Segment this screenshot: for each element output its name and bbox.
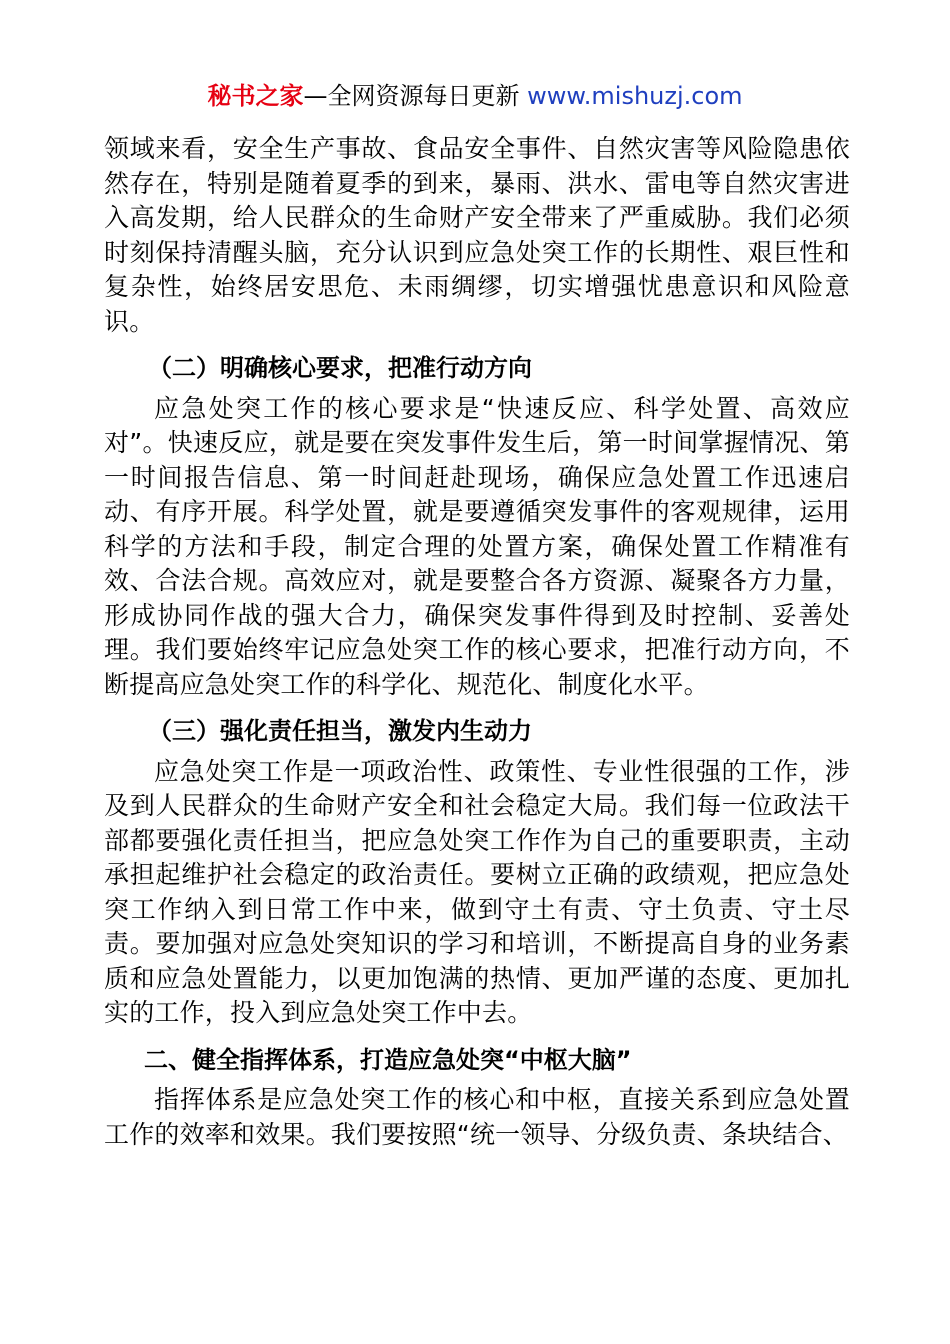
site-url-link[interactable]: www.mishuzj.com [527, 82, 743, 110]
header-tagline: —全网资源每日更新 [303, 82, 528, 110]
paragraph-command-system: 指挥体系是应急处突工作的核心和中枢，直接关系到应急处置工作的效率和效果。我们要按照“统一领导、分级负责、条块结合、 [104, 1085, 850, 1149]
site-header [0, 80, 950, 112]
paragraph-responsibility: 应急处突工作是一项政治性、政策性、专业性很强的工作，涉及到人民群众的生命财产安全和社会稳定大局。我们每一位政法干部都要强化责任担当，把应急处突工作作为自己的重要职责，主动承担起维护社会稳定的政治责任。要树立正确的政绩观，把应急处突工作纳入到日常工作中来，做到守土有责、守土负责、守土尽责。要加强对应急处突知识的学习和培训，不断提高自身的业务素质和应急处置能力，以更加饱满的热情、更加严谨的态度、更加扎实的工作，投入到应急处突工作中去。 [104, 756, 850, 1027]
brand-name: 秘书之家 [207, 82, 304, 110]
document-body [104, 132, 850, 1152]
section-heading-2: （二）明确核心要求，把准行动方向 [148, 354, 532, 382]
paragraph-core-requirements: 应急处突工作的核心要求是“快速反应、科学处置、高效应对”。快速反应，就是要在突发事件发生后，第一时间掌握情况、第一时间报告信息、第一时间赶赴现场，确保应急处置工作迅速启动、有序开展。科学处置，就是要遵循突发事件的客观规律，运用科学的方法和手段，制定合理的处置方案，确保处置工作精准有效、合法合规。高效应对，就是要整合各方资源、凝聚各方力量，形成协同作战的强大合力，确保突发事件得到及时控制、妥善处理。我们要始终牢记应急处突工作的核心要求，把准行动方向，不断提高应急处突工作的科学化、规范化、制度化水平。 [104, 393, 850, 699]
section-heading-3: （三）强化责任担当，激发内生动力 [148, 717, 532, 745]
chapter-heading-2: 二、健全指挥体系，打造应急处突“中枢大脑” [144, 1045, 632, 1074]
paragraph-continuation: 领域来看，安全生产事故、食品安全事件、自然灾害等风险隐患依然存在，特别是随着夏季的到来，暴雨、洪水、雷电等自然灾害进入高发期，给人民群众的生命财产安全带来了严重威胁。我们必须时刻保持清醒头脑，充分认识到应急处突工作的长期性、艰巨性和复杂性，始终居安思危、未雨绸缪，切实增强忧患意识和风险意识。 [104, 134, 850, 336]
